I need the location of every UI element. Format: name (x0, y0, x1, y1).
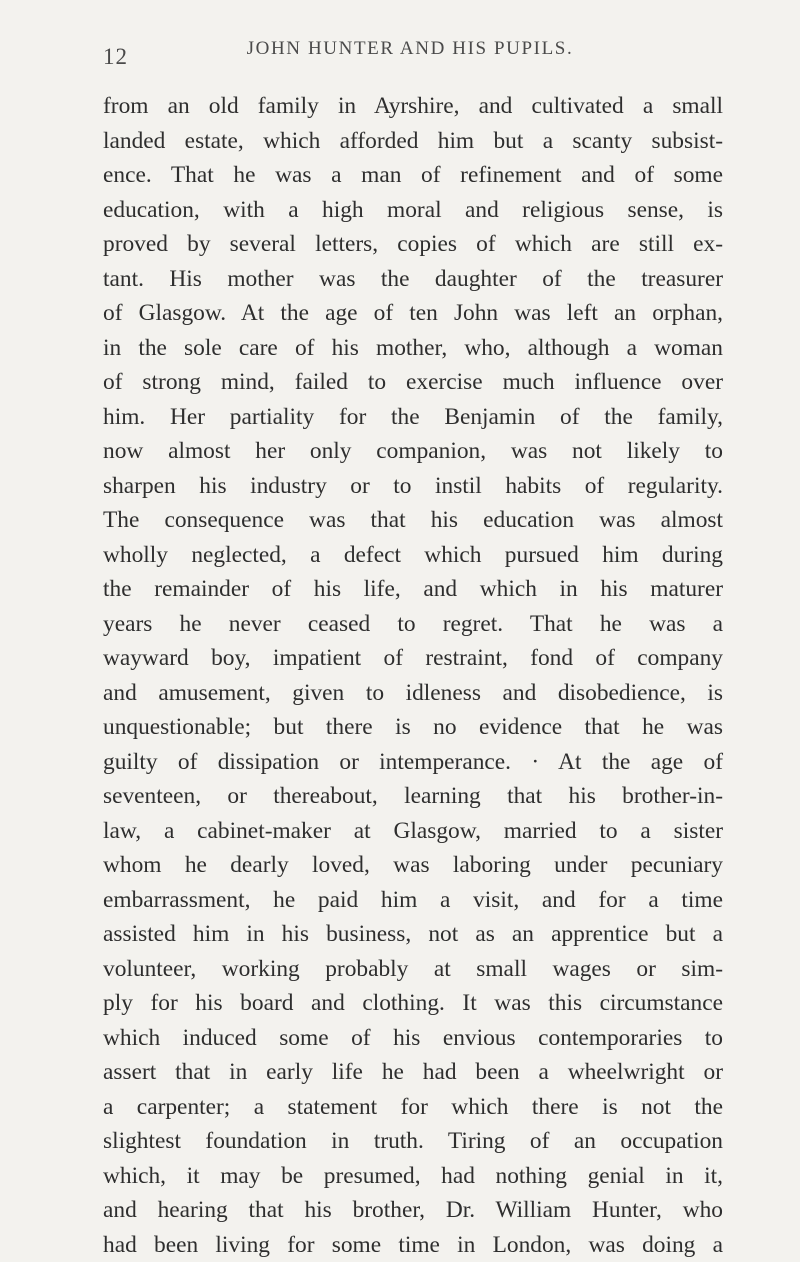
text-line: the remainder of his life, and which in his maturer (103, 572, 723, 607)
text-line: tant. His mother was the daughter of the treasurer (103, 262, 723, 297)
text-line: of Glasgow. At the age of ten John was left an orphan, (103, 296, 723, 331)
text-line: a carpenter; a statement for which there is not the (103, 1090, 723, 1125)
text-line: from an old family in Ayrshire, and cultivated a small (103, 89, 723, 124)
body-text (103, 89, 723, 1262)
text-line: him. Her partiality for the Benjamin of the family, (103, 400, 723, 435)
text-line: landed estate, which afforded him but a scanty subsist- (103, 124, 723, 159)
text-line: slightest foundation in truth. Tiring of an occupation (103, 1124, 723, 1159)
text-line: embarrassment, he paid him a visit, and for a time (103, 883, 723, 918)
text-line: education, with a high moral and religious sense, is (103, 193, 723, 228)
text-line: wholly neglected, a defect which pursued him during (103, 538, 723, 573)
text-line: ply for his board and clothing. It was this circumstance (103, 986, 723, 1021)
text-line: now almost her only companion, was not likely to (103, 434, 723, 469)
text-line: sharpen his industry or to instil habits of regularity. (103, 469, 723, 504)
page-number: 12 (103, 44, 128, 70)
text-line: of strong mind, failed to exercise much influence over (103, 365, 723, 400)
text-line: assisted him in his business, not as an apprentice but a (103, 917, 723, 952)
text-line: unquestionable; but there is no evidence that he was (103, 710, 723, 745)
text-line: which, it may be presumed, had nothing genial in it, (103, 1159, 723, 1194)
text-line: ence. That he was a man of refinement and of some (103, 158, 723, 193)
text-line: law, a cabinet-maker at Glasgow, married to a sister (103, 814, 723, 849)
text-line: The consequence was that his education was almost (103, 503, 723, 538)
text-line: guilty of dissipation or intemperance. · At the age of (103, 745, 723, 780)
text-line: had been living for some time in London, was doing a (103, 1228, 723, 1262)
text-line: whom he dearly loved, was laboring under pecuniary (103, 848, 723, 883)
text-line: seventeen, or thereabout, learning that his brother-in- (103, 779, 723, 814)
text-line: assert that in early life he had been a wheelwright or (103, 1055, 723, 1090)
text-line: and hearing that his brother, Dr. William Hunter, who (103, 1193, 723, 1228)
text-line: wayward boy, impatient of restraint, fond of company (103, 641, 723, 676)
text-line: which induced some of his envious contemporaries to (103, 1021, 723, 1056)
text-line: and amusement, given to idleness and disobedience, is (103, 676, 723, 711)
running-title: JOHN HUNTER AND HIS PUPILS. (0, 38, 800, 60)
text-line: in the sole care of his mother, who, although a woman (103, 331, 723, 366)
text-line: proved by several letters, copies of which are still ex- (103, 227, 723, 262)
text-line: years he never ceased to regret. That he was a (103, 607, 723, 642)
text-line: volunteer, working probably at small wages or sim- (103, 952, 723, 987)
